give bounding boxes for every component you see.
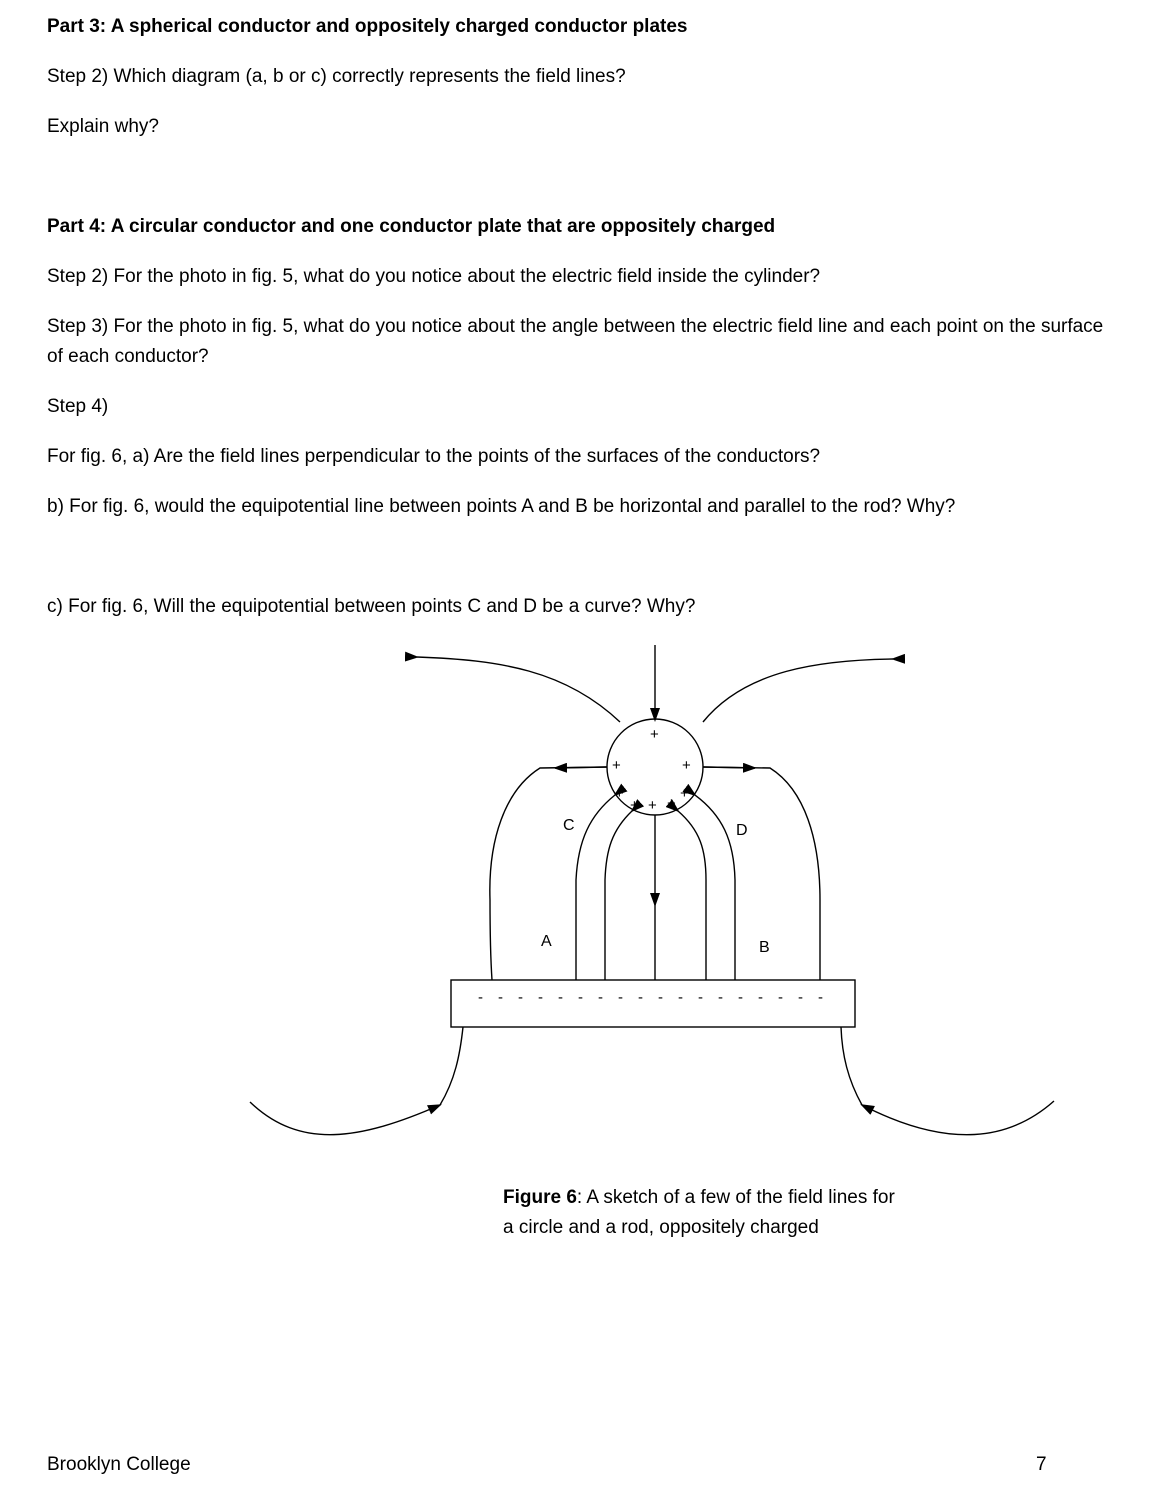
charge-minus: - — [718, 989, 723, 1006]
figure-caption — [503, 1183, 903, 1243]
part4-step2: Step 2) For the photo in fig. 5, what do you notice about the electric field inside the cylinder? — [47, 266, 821, 287]
charge-plus: + — [667, 795, 676, 812]
charge-minus: - — [778, 989, 783, 1006]
caption-text: : A sketch of a few of the field lines for a circle and a rod, oppositely charged — [503, 1187, 895, 1238]
negative-charges — [478, 989, 823, 1006]
part3-explain: Explain why? — [47, 116, 159, 137]
charge-minus: - — [618, 989, 623, 1006]
charge-plus: + — [615, 785, 624, 802]
footer-institution: Brooklyn College — [47, 1454, 191, 1475]
charge-minus: - — [478, 989, 483, 1006]
charge-plus: + — [630, 797, 639, 814]
field-line-inner-right-1 — [678, 811, 706, 980]
point-label-a: A — [541, 933, 552, 950]
point-label-d: D — [736, 822, 748, 839]
field-line-upper-left — [417, 657, 620, 722]
charge-minus: - — [578, 989, 583, 1006]
positive-charges — [612, 726, 691, 814]
charge-minus: - — [818, 989, 823, 1006]
charge-minus: - — [598, 989, 603, 1006]
point-label-b: B — [759, 939, 770, 956]
point-label-c: C — [563, 817, 575, 834]
charge-minus: - — [738, 989, 743, 1006]
part4-heading: Part 4: A circular conductor and one conductor plate that are oppositely charged — [47, 216, 776, 237]
charge-plus: + — [648, 797, 657, 814]
charge-minus: - — [558, 989, 563, 1006]
charge-minus: - — [698, 989, 703, 1006]
part4-step4: Step 4) — [47, 396, 109, 417]
charge-plus: + — [650, 726, 659, 743]
conductor-rod — [451, 980, 855, 1027]
caption-figure-label: Figure 6 — [503, 1187, 577, 1208]
field-line-inner-left-1 — [576, 795, 615, 980]
charge-minus: - — [798, 989, 803, 1006]
field-line-lower-left — [250, 1102, 440, 1135]
charge-minus: - — [658, 989, 663, 1006]
part4-step3: Step 3) For the photo in fig. 5, what do you notice about the angle between the electric field line and each point on the surface of each conductor? — [47, 316, 1104, 367]
charge-minus: - — [538, 989, 543, 1006]
part3-heading: Part 3: A spherical conductor and oppositely charged conductor plates — [47, 16, 688, 37]
field-line-inner-right-2 — [695, 795, 735, 980]
question-c: c) For fig. 6, Will the equipotential between points C and D be a curve? Why? — [47, 596, 696, 617]
charge-plus: + — [612, 757, 621, 774]
question-a: For fig. 6, a) Are the field lines perpendicular to the points of the surfaces of the conductors? — [47, 446, 821, 467]
charge-plus: + — [680, 785, 689, 802]
page-number: 7 — [1036, 1454, 1047, 1475]
charge-minus: - — [518, 989, 523, 1006]
field-line-upper-right — [703, 659, 893, 722]
charge-minus: - — [678, 989, 683, 1006]
field-line-inner-left-2 — [605, 811, 632, 980]
charge-minus: - — [758, 989, 763, 1006]
charge-plus: + — [682, 757, 691, 774]
field-line-lower-right — [862, 1101, 1054, 1135]
part3-step2: Step 2) Which diagram (a, b or c) correctly represents the field lines? — [47, 66, 626, 87]
question-b: b) For fig. 6, would the equipotential line between points A and B be horizontal and parallel to the rod? Why? — [47, 496, 956, 517]
charge-minus: - — [638, 989, 643, 1006]
charge-minus: - — [498, 989, 503, 1006]
